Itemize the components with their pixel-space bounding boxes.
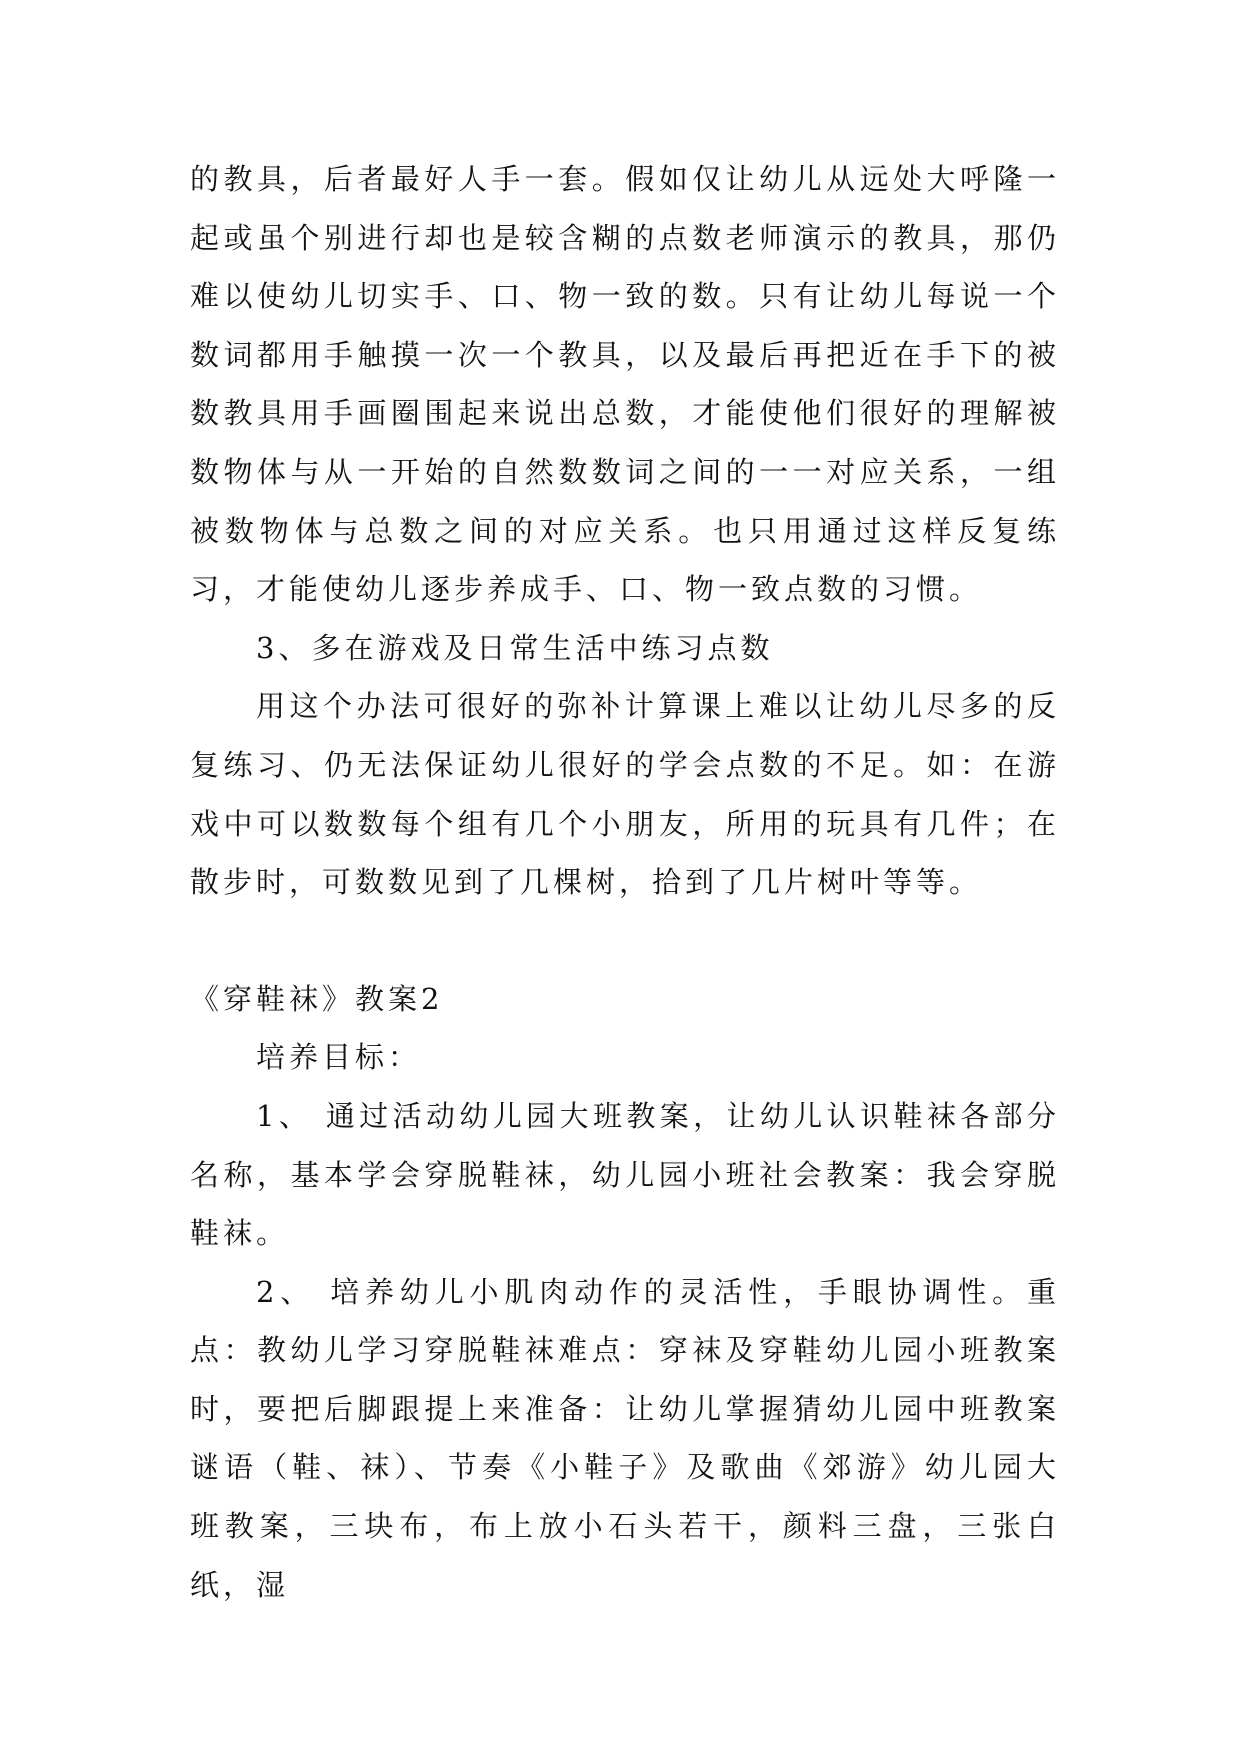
paragraph-goal-1: 1、 通过活动幼儿园大班教案，让幼儿认识鞋袜各部分名称，基本学会穿脱鞋袜，幼儿园小班社会教案：我会穿脱鞋袜。 [190, 1098, 1060, 1251]
paragraph-goals-heading: 培养目标： [256, 1040, 422, 1075]
document-body [190, 150, 1060, 1614]
paragraph-continuation: 的教具，后者最好人手一套。假如仅让幼儿从远处大呼隆一起或虽个别进行却也是较含糊的点数老师演示的教具，那仍难以使幼儿切实手、口、物一致的数。只有让幼儿每说一个数词都用手触摸一次一个教具，以及最后再把近在手下的被数教具用手画圈围起来说出总数，才能使他们很好的理解被数物体与从一开始的自然数数词之间的一一对应关系，一组被数物体与总数之间的对应关系。也只用通过这样反复练习，才能使幼儿逐步养成手、口、物一致点数的习惯。 [190, 162, 1060, 607]
paragraph-practice: 用这个办法可很好的弥补计算课上难以让幼儿尽多的反复练习、仍无法保证幼儿很好的学会点数的不足。如：在游戏中可以数数每个组有几个小朋友，所用的玩具有几件；在散步时，可数数见到了几棵树，拾到了几片树叶等等。 [190, 689, 1060, 900]
paragraph-goal-2: 2、 培养幼儿小肌肉动作的灵活性，手眼协调性。重点：教幼儿学习穿脱鞋袜难点：穿袜及穿鞋幼儿园小班教案时，要把后脚跟提上来准备：让幼儿掌握猜幼儿园中班教案谜语（鞋、袜）、节奏《小鞋子》及歌曲《郊游》幼儿园大班教案，三块布，布上放小石头若干，颜料三盘，三张白纸，湿 [190, 1274, 1060, 1602]
paragraph-heading-3: 3、多在游戏及日常生活中练习点数 [256, 630, 774, 665]
section-title: 《穿鞋袜》教案2 [190, 981, 444, 1016]
